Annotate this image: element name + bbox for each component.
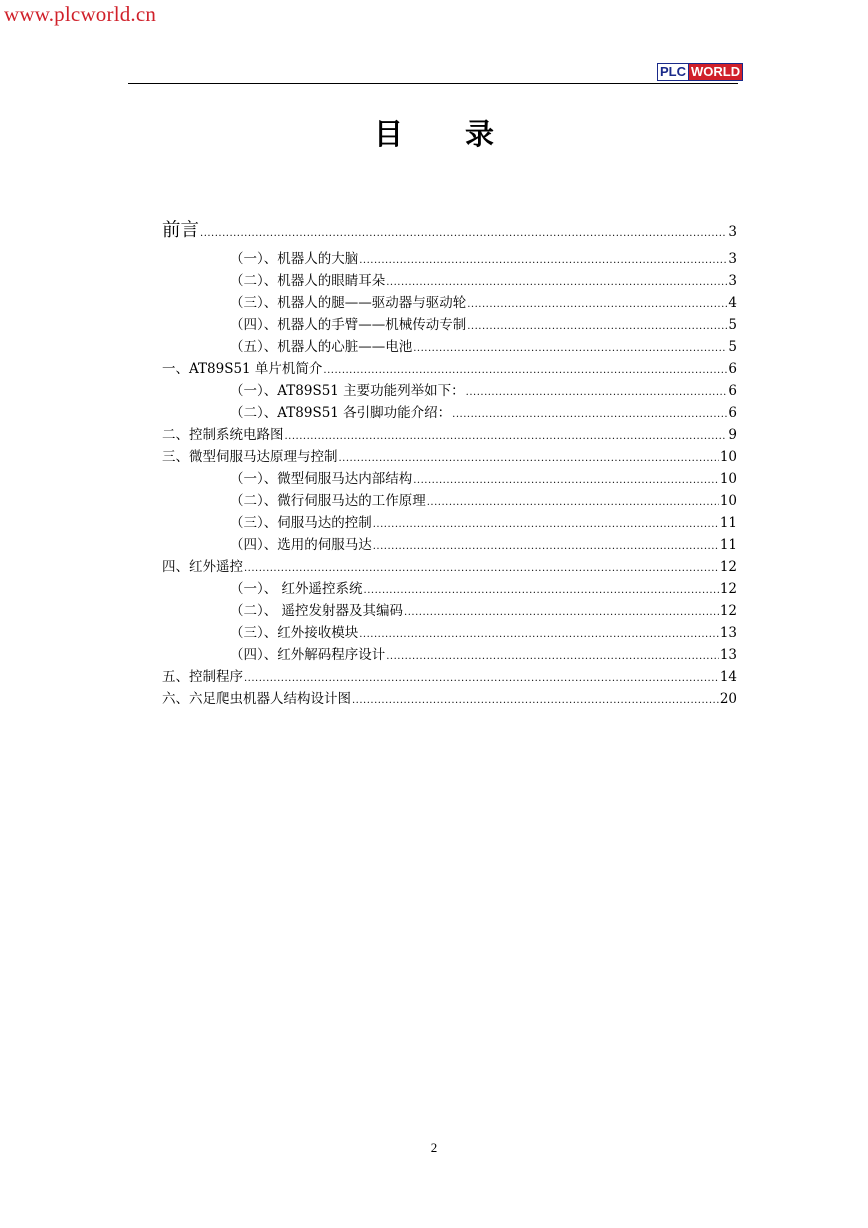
toc-leader-dots xyxy=(413,338,727,360)
toc-entry[interactable] xyxy=(162,292,737,314)
toc-entry[interactable] xyxy=(162,446,737,468)
toc-leader-dots xyxy=(413,470,719,492)
toc-entry-title: （一）、 红外遥控系统 xyxy=(230,581,363,597)
toc-entry[interactable] xyxy=(162,424,737,446)
toc-leader-dots xyxy=(386,646,719,668)
toc-entry[interactable] xyxy=(162,214,737,248)
toc-leader-dots xyxy=(359,250,727,272)
toc-leader-dots xyxy=(323,360,727,382)
toc-entry-page: 9 xyxy=(728,427,737,443)
toc-entry-title: （四）、选用的伺服马达 xyxy=(230,537,372,553)
site-url-watermark: www.plcworld.cn xyxy=(4,2,157,26)
toc-entry-page: 5 xyxy=(728,317,737,333)
toc-leader-dots xyxy=(404,602,719,624)
toc-entry-page: 12 xyxy=(719,603,737,619)
toc-entry-title: 前言 xyxy=(162,220,200,241)
toc-entry-title: （四）、红外解码程序设计 xyxy=(230,647,386,663)
plcworld-logo xyxy=(657,63,743,81)
toc-entry[interactable] xyxy=(162,490,737,512)
toc-entry-page: 4 xyxy=(728,295,737,311)
toc-entry[interactable] xyxy=(162,688,737,710)
toc-entry-page: 10 xyxy=(719,449,737,465)
toc-title xyxy=(0,112,868,153)
toc-entry-title: （三）、红外接收模块 xyxy=(230,625,359,641)
toc-entry[interactable] xyxy=(162,622,737,644)
toc-entry-page: 3 xyxy=(728,251,737,267)
toc-entry-title: （二）、机器人的眼睛耳朵 xyxy=(230,273,386,289)
toc-entry[interactable] xyxy=(162,666,737,688)
toc-leader-dots xyxy=(466,382,728,404)
toc-entry-title: （二）、 遥控发射器及其编码 xyxy=(230,603,404,619)
toc-entry-title: 四、红外遥控 xyxy=(162,559,243,575)
toc-entry-title: （二）、微行伺服马达的工作原理 xyxy=(230,493,426,509)
toc-entry-title: （一）、机器人的大脑 xyxy=(230,251,359,267)
toc-entry-page: 6 xyxy=(728,405,737,421)
toc-leader-dots xyxy=(244,668,719,690)
toc-leader-dots xyxy=(339,448,719,470)
toc-leader-dots xyxy=(364,580,719,602)
toc-entry-page: 13 xyxy=(719,625,737,641)
toc-leader-dots xyxy=(373,536,719,558)
toc-entry-title: （一）、微型伺服马达内部结构 xyxy=(230,471,413,487)
toc-leader-dots xyxy=(359,624,719,646)
toc-entry[interactable] xyxy=(162,644,737,666)
toc-entry-page: 6 xyxy=(728,361,737,377)
toc-entry-title: （三）、伺服马达的控制 xyxy=(230,515,372,531)
toc-leader-dots xyxy=(467,294,727,316)
toc-entry-title: 六、六足爬虫机器人结构设计图 xyxy=(162,691,351,707)
toc-leader-dots xyxy=(427,492,719,514)
toc-entry-page: 20 xyxy=(719,691,737,707)
toc-title-right: 录 xyxy=(465,117,495,151)
toc-entry-page: 12 xyxy=(719,581,737,597)
toc-leader-dots xyxy=(200,217,727,251)
toc-entry-page: 14 xyxy=(719,669,737,685)
toc-leader-dots xyxy=(244,558,719,580)
toc-entry-title: 一、AT89S51 单片机简介 xyxy=(162,361,323,377)
toc-entry-title: （三）、机器人的腿——驱动器与驱动轮 xyxy=(230,295,467,311)
toc-leader-dots xyxy=(285,426,728,448)
toc-entry[interactable] xyxy=(162,600,737,622)
toc-entry[interactable] xyxy=(162,336,737,358)
toc-leader-dots xyxy=(352,690,719,712)
toc-entry-page: 3 xyxy=(728,224,737,240)
page-number: 2 xyxy=(430,1140,438,1155)
toc-leader-dots xyxy=(373,514,719,536)
toc-entry-page: 10 xyxy=(719,471,737,487)
toc-entry[interactable] xyxy=(162,358,737,380)
table-of-contents xyxy=(162,214,737,710)
toc-entry[interactable] xyxy=(162,468,737,490)
toc-entry[interactable] xyxy=(162,556,737,578)
toc-entry-title: （五）、机器人的心脏——电池 xyxy=(230,339,413,355)
toc-entry[interactable] xyxy=(162,402,737,424)
toc-entry-page: 13 xyxy=(719,647,737,663)
toc-entry[interactable] xyxy=(162,314,737,336)
toc-entry-page: 12 xyxy=(719,559,737,575)
toc-entry-title: （二）、AT89S51 各引脚功能介绍： xyxy=(230,405,452,421)
toc-entry-page: 10 xyxy=(719,493,737,509)
header-divider xyxy=(128,83,738,84)
toc-leader-dots xyxy=(467,316,727,338)
toc-entry[interactable] xyxy=(162,248,737,270)
logo-world-text: WORLD xyxy=(689,63,743,81)
toc-entry-title: （四）、机器人的手臂——机械传动专制 xyxy=(230,317,467,333)
toc-entry[interactable] xyxy=(162,270,737,292)
logo-plc-text: PLC xyxy=(657,63,689,81)
toc-entry[interactable] xyxy=(162,534,737,556)
toc-title-left: 目 xyxy=(373,117,403,151)
toc-entry-page: 11 xyxy=(719,515,737,531)
toc-entry-title: 二、控制系统电路图 xyxy=(162,427,284,443)
toc-entry-title: 三、微型伺服马达原理与控制 xyxy=(162,449,338,465)
toc-entry-title: （一）、AT89S51 主要功能列举如下： xyxy=(230,383,465,399)
toc-leader-dots xyxy=(386,272,727,294)
toc-entry-page: 11 xyxy=(719,537,737,553)
toc-entry[interactable] xyxy=(162,512,737,534)
toc-entry[interactable] xyxy=(162,380,737,402)
toc-entry-page: 6 xyxy=(728,383,737,399)
toc-entry-title: 五、控制程序 xyxy=(162,669,243,685)
toc-entry-page: 3 xyxy=(728,273,737,289)
toc-entry[interactable] xyxy=(162,578,737,600)
toc-entry-page: 5 xyxy=(728,339,737,355)
toc-leader-dots xyxy=(452,404,727,426)
